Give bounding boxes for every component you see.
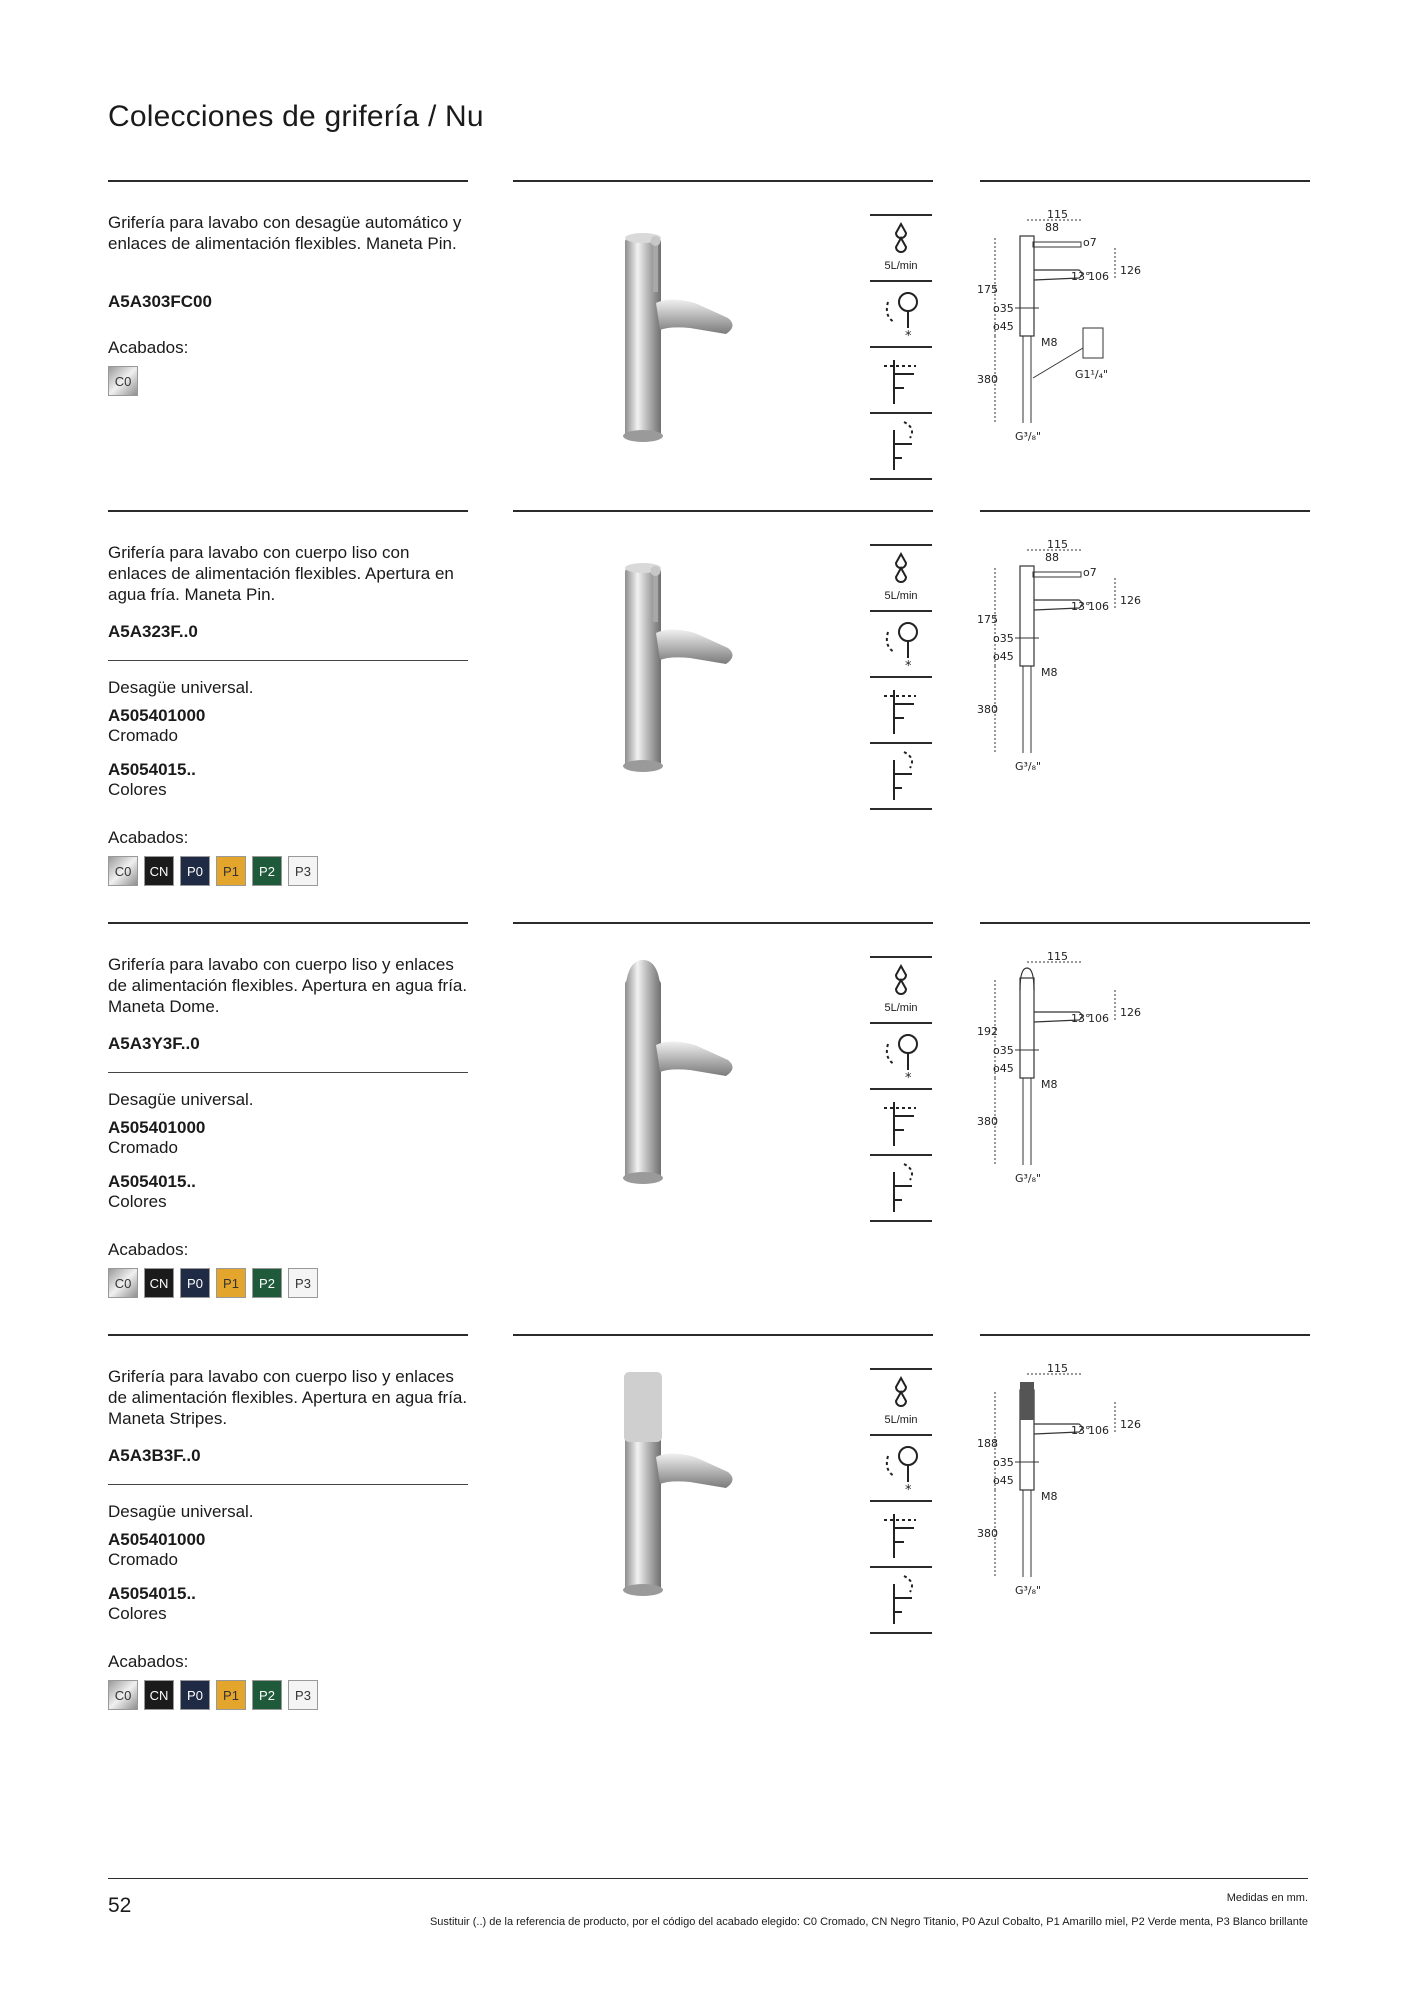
waste-finish-name: Cromado [108, 726, 178, 745]
waste-code: A505401000 [108, 1118, 206, 1137]
faucet-photo [520, 538, 850, 778]
waste-divider [108, 660, 468, 661]
finish-codes-footnote: Sustituir (..) de la referencia de producto, por el código del acabado elegido: C0 Cromado, CN Negro Titanio, P0 Azul Cobalto, P1 Amarillo miel, P2 Verde menta, P3 Blanco brillante [429, 1916, 1308, 1928]
drawing-body [1020, 566, 1034, 666]
spout-reach-icon [870, 678, 932, 742]
product-description: Grifería para lavabo con cuerpo liso y enlaces de alimentación flexibles. Apertura en agua fría. Maneta Stripes. [108, 1367, 468, 1428]
dim-thread-label: G³/₈" [1015, 430, 1042, 443]
product-photo [520, 208, 850, 448]
product-4 [0, 1334, 1414, 1714]
page-number: 52 [108, 1894, 132, 1917]
feature-spout-reach [870, 1090, 932, 1156]
product-3 [0, 922, 1414, 1302]
feature-spout-reach [870, 678, 932, 744]
waste-code: A5054015.. [108, 760, 196, 779]
dim-o45-label: o45 [993, 1474, 1014, 1487]
cold-open-icon [870, 1436, 932, 1500]
dim-o35-label: o35 [993, 1044, 1014, 1057]
product-drawing [975, 538, 1165, 778]
faucet-base [623, 1172, 663, 1184]
dim-thread-label: G³/₈" [1015, 760, 1042, 773]
dome-handle [625, 960, 661, 1000]
dim-height-label: 175 [977, 613, 998, 626]
product-divider-photo [513, 922, 933, 924]
product-2 [0, 510, 1414, 890]
product-divider-drawing [980, 922, 1310, 924]
product-code: A5A303FC00 [108, 292, 212, 311]
dim-o7-label: o7 [1083, 566, 1097, 579]
finish-swatch-p2: P2 [252, 856, 282, 886]
waste-code: A5054015.. [108, 1584, 196, 1603]
finish-swatch-cn: CN [144, 1680, 174, 1710]
dim-height-label: 188 [977, 1437, 998, 1450]
dim-height-label: 175 [977, 283, 998, 296]
drawing-body [1020, 236, 1034, 336]
faucet-base [623, 1584, 663, 1596]
dim-m8-label: M8 [1041, 1078, 1058, 1091]
faucet-spout [656, 630, 733, 665]
dim-angle-label: 13° [1071, 270, 1091, 283]
dim-thread-label: G³/₈" [1015, 1172, 1042, 1185]
spout-reach-icon [870, 1502, 932, 1566]
cold-open-icon [870, 282, 932, 346]
dim-m8-label: M8 [1041, 666, 1058, 679]
dim-top2-label: 88 [1045, 221, 1059, 234]
dim-m8-label: M8 [1041, 336, 1058, 349]
spout-reach-icon [870, 1090, 932, 1154]
drawing-drain [1083, 328, 1103, 358]
stripes-handle [624, 1372, 662, 1442]
faucet-base [623, 760, 663, 772]
waste-finish-name: Cromado [108, 1138, 178, 1157]
dim-top-label: 115 [1047, 950, 1068, 963]
dim-o7-label: o7 [1083, 236, 1097, 249]
handle-rotation-icon [870, 1568, 932, 1632]
finishes-label: Acabados: [108, 338, 189, 357]
product-photo [520, 950, 850, 1190]
drawing-pin [1033, 242, 1081, 247]
product-drawing [975, 1362, 1165, 1602]
dim-angle-label: 13° [1071, 1012, 1091, 1025]
product-divider-photo [513, 1334, 933, 1336]
dim-angle-label: 13° [1071, 600, 1091, 613]
dim-top-label: 115 [1047, 1362, 1068, 1375]
faucet-photo [520, 208, 850, 448]
product-drawing [975, 208, 1165, 448]
waste-code: A5054015.. [108, 1172, 196, 1191]
feature-cold-open [870, 1436, 932, 1502]
finish-swatch-cn: CN [144, 856, 174, 886]
product-divider-text [108, 922, 468, 924]
waste-finish-name: Colores [108, 1604, 167, 1623]
feature-flow [870, 1368, 932, 1436]
pin-handle-knob [651, 566, 661, 576]
dim-top-label: 115 [1047, 538, 1068, 551]
dim-hose-label: 380 [977, 1115, 998, 1128]
dim-hose-label: 380 [977, 703, 998, 716]
finish-swatch-c0: C0 [108, 856, 138, 886]
footer-divider [108, 1878, 1308, 1879]
finish-swatches [108, 1268, 318, 1298]
flow-rate-label: 5L/min [884, 1002, 918, 1014]
faucet-spout [656, 1454, 733, 1489]
feature-icons [870, 1368, 932, 1634]
finishes-label: Acabados: [108, 1652, 189, 1671]
product-divider-drawing [980, 180, 1310, 182]
product-divider-text [108, 1334, 468, 1336]
cold-open-icon [870, 612, 932, 676]
dim-o45-label: o45 [993, 1062, 1014, 1075]
finish-swatches [108, 366, 138, 396]
finish-swatch-p1: P1 [216, 1268, 246, 1298]
faucet-photo [520, 950, 850, 1190]
svg-text:*: * [905, 329, 912, 344]
feature-cold-open [870, 282, 932, 348]
product-drawing [975, 950, 1165, 1190]
product-code: A5A323F..0 [108, 622, 198, 641]
finish-swatch-p3: P3 [288, 1268, 318, 1298]
feature-handle-rotation [870, 414, 932, 480]
finish-swatch-p0: P0 [180, 1268, 210, 1298]
finish-swatch-c0: C0 [108, 1268, 138, 1298]
finish-swatch-p0: P0 [180, 1680, 210, 1710]
faucet-photo [520, 1362, 850, 1602]
finishes-label: Acabados: [108, 828, 189, 847]
technical-drawing [975, 538, 1165, 778]
finish-swatch-c0: C0 [108, 366, 138, 396]
flow-rate-label: 5L/min [884, 590, 918, 602]
dim-hose-label: 380 [977, 1527, 998, 1540]
feature-cold-open [870, 1024, 932, 1090]
finish-swatch-cn: CN [144, 1268, 174, 1298]
dim-top-label: 115 [1047, 208, 1068, 221]
feature-flow [870, 956, 932, 1024]
waste-label: Desagüe universal. [108, 678, 254, 697]
product-photo [520, 538, 850, 778]
dim-spout-label: 106 [1088, 270, 1109, 283]
product-divider-drawing [980, 1334, 1310, 1336]
cold-open-icon [870, 1024, 932, 1088]
drawing-stripes [1020, 1382, 1034, 1420]
svg-text:*: * [905, 1071, 912, 1086]
waste-label: Desagüe universal. [108, 1502, 254, 1521]
pin-handle-knob [651, 236, 661, 246]
product-description: Grifería para lavabo con cuerpo liso y enlaces de alimentación flexibles. Apertura en agua fría. Maneta Dome. [108, 955, 468, 1016]
finish-swatch-p2: P2 [252, 1680, 282, 1710]
waste-divider [108, 1484, 468, 1485]
svg-text:*: * [905, 1483, 912, 1498]
feature-handle-rotation [870, 744, 932, 810]
dim-spout2-label: 126 [1120, 1006, 1141, 1019]
drawing-pin [1033, 572, 1081, 577]
finish-swatch-p0: P0 [180, 856, 210, 886]
dim-o35-label: o35 [993, 302, 1014, 315]
feature-flow [870, 544, 932, 612]
dim-thread-label: G³/₈" [1015, 1584, 1042, 1597]
feature-cold-open [870, 612, 932, 678]
faucet-body [625, 980, 661, 1180]
dim-o45-label: o45 [993, 320, 1014, 333]
pin-handle [653, 572, 658, 622]
dim-spout-label: 106 [1088, 600, 1109, 613]
units-note: Medidas en mm. [1226, 1892, 1308, 1904]
waste-code: A505401000 [108, 706, 206, 725]
technical-drawing [975, 1362, 1165, 1602]
feature-flow [870, 214, 932, 282]
drawing-dome [1020, 968, 1034, 990]
svg-text:*: * [905, 659, 912, 674]
product-photo [520, 1362, 850, 1602]
product-divider-text [108, 180, 468, 182]
technical-drawing [975, 950, 1165, 1190]
waste-finish-name: Colores [108, 780, 167, 799]
finish-swatch-p3: P3 [288, 1680, 318, 1710]
faucet-base [623, 430, 663, 442]
product-divider-drawing [980, 510, 1310, 512]
waste-finish-name: Cromado [108, 1550, 178, 1569]
finish-swatch-p2: P2 [252, 1268, 282, 1298]
flow-rate-label: 5L/min [884, 260, 918, 272]
handle-rotation-icon [870, 744, 932, 808]
finish-swatches [108, 1680, 318, 1710]
dim-spout-label: 106 [1088, 1424, 1109, 1437]
spout-reach-icon [870, 348, 932, 412]
dim-angle-label: 13° [1071, 1424, 1091, 1437]
product-code: A5A3B3F..0 [108, 1446, 201, 1465]
finish-swatch-p3: P3 [288, 856, 318, 886]
page-title: Colecciones de grifería / Nu [108, 100, 484, 133]
feature-spout-reach [870, 348, 932, 414]
dim-hose-label: 380 [977, 373, 998, 386]
dim-o35-label: o35 [993, 632, 1014, 645]
faucet-spout [656, 300, 733, 335]
drawing-body [1020, 978, 1034, 1078]
dim-drain-thread-label: G1¹/₄" [1075, 368, 1109, 381]
dim-height-label: 192 [977, 1025, 998, 1038]
finish-swatches [108, 856, 318, 886]
product-1 [0, 180, 1414, 560]
flow-rate-label: 5L/min [884, 1414, 918, 1426]
feature-icons [870, 214, 932, 480]
waste-code: A505401000 [108, 1530, 206, 1549]
waste-finish-name: Colores [108, 1192, 167, 1211]
waste-label: Desagüe universal. [108, 1090, 254, 1109]
product-description: Grifería para lavabo con desagüe automático y enlaces de alimentación flexibles. Maneta Pin. [108, 213, 462, 253]
dim-spout2-label: 126 [1120, 594, 1141, 607]
product-divider-photo [513, 510, 933, 512]
waste-divider [108, 1072, 468, 1073]
finish-swatch-p1: P1 [216, 1680, 246, 1710]
feature-icons [870, 544, 932, 810]
technical-drawing [975, 208, 1165, 448]
pin-handle [653, 242, 658, 292]
finishes-label: Acabados: [108, 1240, 189, 1259]
dim-o45-label: o45 [993, 650, 1014, 663]
feature-handle-rotation [870, 1156, 932, 1222]
dim-spout2-label: 126 [1120, 1418, 1141, 1431]
product-code: A5A3Y3F..0 [108, 1034, 200, 1053]
handle-rotation-icon [870, 414, 932, 478]
dim-m8-label: M8 [1041, 1490, 1058, 1503]
dim-o35-label: o35 [993, 1456, 1014, 1469]
feature-handle-rotation [870, 1568, 932, 1634]
faucet-spout [656, 1042, 733, 1077]
finish-swatch-c0: C0 [108, 1680, 138, 1710]
product-description: Grifería para lavabo con cuerpo liso con enlaces de alimentación flexibles. Apertura en agua fría. Maneta Pin. [108, 543, 454, 604]
feature-spout-reach [870, 1502, 932, 1568]
dim-spout-label: 106 [1088, 1012, 1109, 1025]
feature-icons [870, 956, 932, 1222]
product-divider-photo [513, 180, 933, 182]
dim-spout2-label: 126 [1120, 264, 1141, 277]
finish-swatch-p1: P1 [216, 856, 246, 886]
dim-top2-label: 88 [1045, 551, 1059, 564]
handle-rotation-icon [870, 1156, 932, 1220]
product-divider-text [108, 510, 468, 512]
